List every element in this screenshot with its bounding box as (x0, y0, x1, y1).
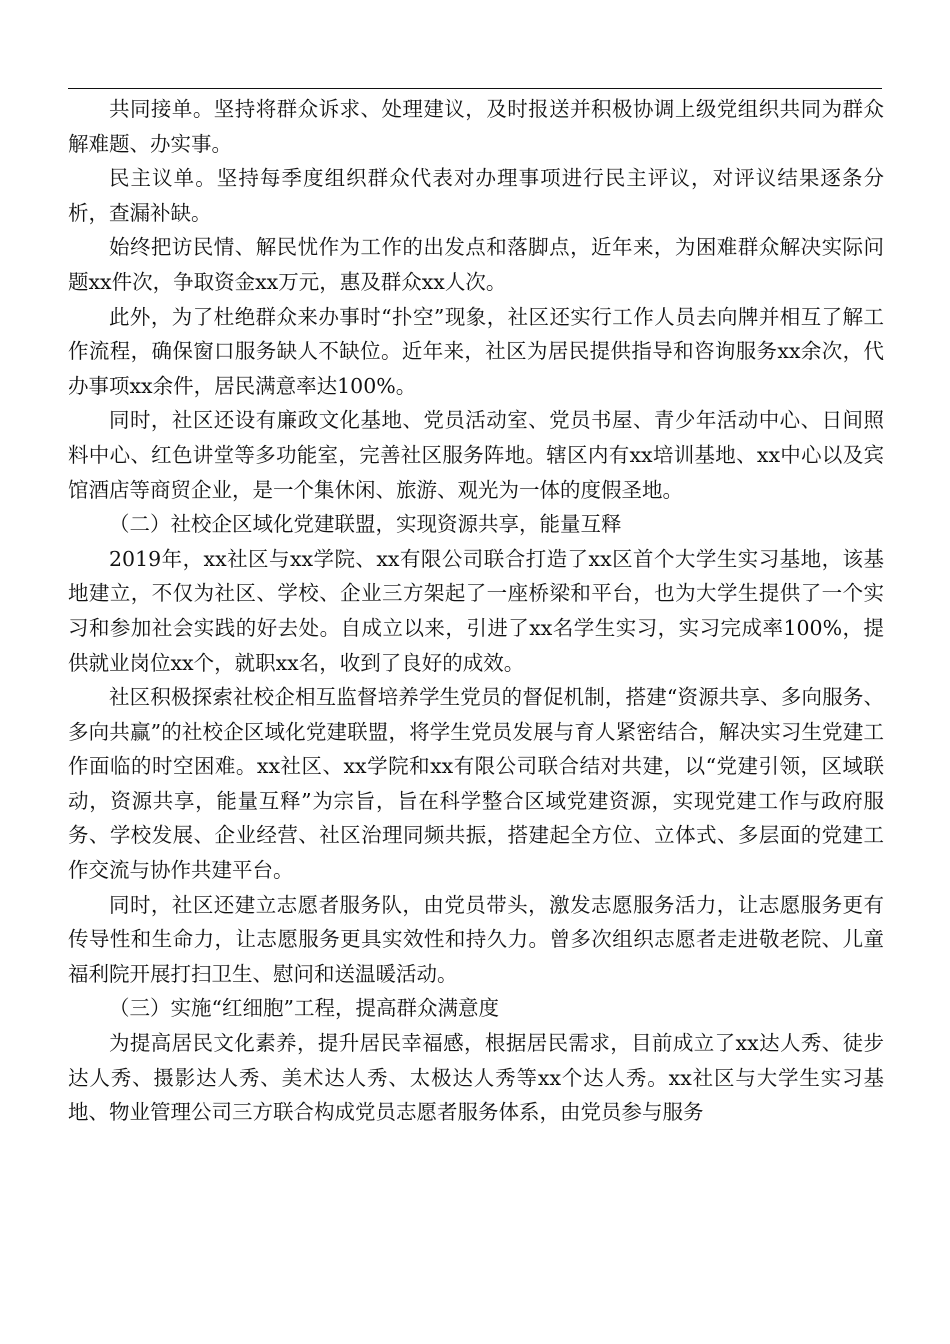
paragraph-party-alliance: 社区积极探索社校企相互监督培养学生党员的督促机制，搭建“资源共享、多向服务、多向共赢”的社校企区域化党建联盟，将学生党员发展与育人紧密结合，解决实习生党建工作面临的时空困难。xx社区、xx学院和xx有限公司联合结对共建，以“党建引领，区域联动，资源共享，能量互释”为宗旨，旨在科学整合区域党建资源，实现党建工作与政府服务、学校发展、企业经营、社区治理同频共振，搭建起全方位、立体式、多层面的党建工作交流与协作共建平台。 (68, 685, 884, 883)
paragraph-service-window: 此外，为了杜绝群众来办事时“扑空”现象，社区还实行工作人员去向牌并相互了解工作流程，确保窗口服务缺人不缺位。近年来，社区为居民提供指导和咨询服务xx余次，代办事项xx余件，居民满意率达100%。 (68, 304, 884, 398)
section-heading-3: （三）实施“红细胞”工程，提高群众满意度 (109, 996, 499, 1021)
paragraph-talent-shows: 为提高居民文化素养，提升居民幸福感，根据居民需求，目前成立了xx达人秀、徒步达人秀、摄影达人秀、美术达人秀、太极达人秀等xx个达人秀。xx社区与大学生实习基地、物业管理公司三方联合构成党员志愿者服务体系，由党员参与服务 (68, 1031, 884, 1125)
paragraph-joint-handling: 共同接单。坚持将群众诉求、处理建议，及时报送并积极协调上级党组织共同为群众解难题、办实事。 (68, 97, 884, 156)
document-body (68, 92, 884, 1130)
paragraph-internship-base: 2019年，xx社区与xx学院、xx有限公司联合打造了xx区首个大学生实习基地，该基地建立，不仅为社区、学校、企业三方架起了一座桥梁和平台，也为大学生提供了一个实习和参加社会实践的好去处。自成立以来，引进了xx名学生实习，实习完成率100%，提供就业岗位xx个，就职xx名，收到了良好的成效。 (68, 546, 884, 675)
paragraph-service-rooms: 同时，社区还设有廉政文化基地、党员活动室、党员书屋、青少年活动中心、日间照料中心、红色讲堂等多功能室，完善社区服务阵地。辖区内有xx培训基地、xx中心以及宾馆酒店等商贸企业，是一个集休闲、旅游、观光为一体的度假圣地。 (68, 408, 884, 502)
section-heading-2: （二）社校企区域化党建联盟，实现资源共享，能量互释 (109, 512, 622, 537)
paragraph-visit-people: 始终把访民情、解民忧作为工作的出发点和落脚点，近年来，为困难群众解决实际问题xx件次，争取资金xx万元，惠及群众xx人次。 (68, 235, 884, 294)
header-rule (68, 88, 882, 89)
paragraph-volunteers: 同时，社区还建立志愿者服务队，由党员带头，激发志愿服务活力，让志愿服务更有传导性和生命力，让志愿服务更具实效性和持久力。曾多次组织志愿者走进敬老院、儿童福利院开展打扫卫生、慰问和送温暖活动。 (68, 892, 884, 986)
paragraph-democratic-review: 民主议单。坚持每季度组织群众代表对办理事项进行民主评议，对评议结果逐条分析，查漏补缺。 (68, 166, 884, 225)
